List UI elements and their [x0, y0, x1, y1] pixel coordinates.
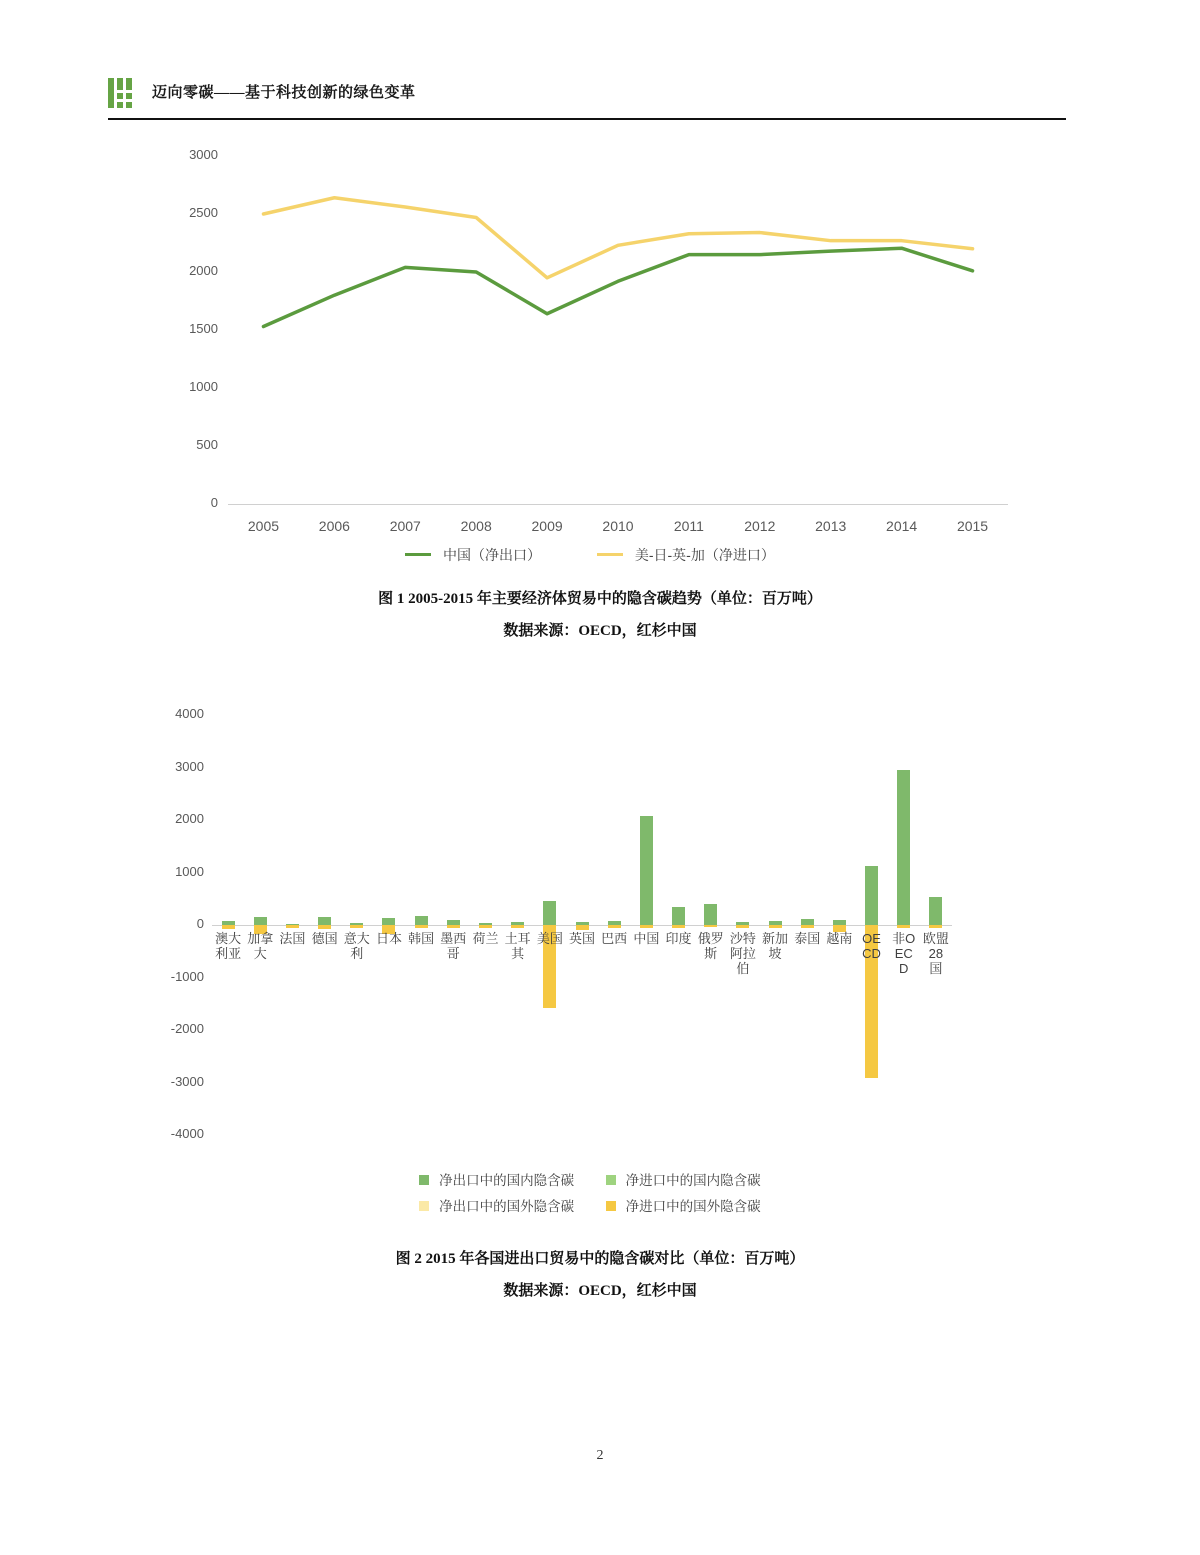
x-axis-category-label: 沙特阿拉伯 [729, 931, 756, 976]
x-axis-category-label: 中国 [633, 931, 660, 946]
x-axis-category-label: 俄罗斯 [697, 931, 724, 961]
x-axis-tick-label: 2013 [815, 518, 847, 534]
bar-segment-export-domestic [672, 907, 685, 925]
bar-segment-export-domestic [415, 916, 428, 925]
x-axis-tick-label: 2005 [247, 518, 280, 534]
x-axis-category-label: 新加坡 [762, 931, 789, 961]
x-axis-category-label: 荷兰 [472, 931, 499, 946]
green-bars-logo-icon [108, 78, 138, 108]
figure1-legend [150, 545, 1030, 565]
bar-segment-export-domestic [318, 917, 331, 925]
legend-item [597, 545, 775, 565]
x-axis-category-label: 美国 [536, 931, 563, 946]
page-header [108, 78, 1066, 128]
x-axis-tick-label: 2010 [602, 518, 634, 534]
legend-swatch [419, 1175, 429, 1185]
x-axis-tick-label: 2008 [460, 518, 492, 534]
bar-segment-export-domestic [865, 866, 878, 925]
x-axis-category-label: 法国 [279, 931, 306, 946]
header-divider [108, 118, 1066, 120]
legend-label: 净出口中的国内隐含碳 [439, 1173, 575, 1188]
bar-segment-export-domestic [897, 770, 910, 925]
header-title: 迈向零碳——基于科技创新的绿色变革 [152, 85, 416, 101]
x-axis-category-label: 泰国 [794, 931, 821, 946]
y-axis-tick-label: 2000 [189, 263, 218, 278]
bar-segment-import-foreign [222, 925, 235, 929]
bar-segment-import-foreign [350, 925, 363, 928]
figure2-legend [150, 1168, 1030, 1220]
bar-segment-import-foreign [672, 925, 685, 928]
x-axis-category-label: 欧盟28国 [922, 931, 949, 976]
x-axis-category-label: 加拿大 [247, 931, 274, 961]
bar-segment-export-domestic [382, 918, 395, 925]
x-axis-tick-label: 2011 [673, 518, 704, 534]
bar-segment-export-domestic [254, 917, 267, 925]
bar-segment-import-foreign [769, 925, 782, 928]
y-axis-tick-label: 2500 [189, 205, 218, 220]
y-axis-tick-label: 0 [210, 495, 218, 510]
x-axis-category-label: 墨西哥 [440, 931, 467, 961]
bar-segment-import-foreign [801, 925, 814, 928]
x-axis-category-label: 澳大利亚 [215, 931, 242, 961]
legend-label: 净出口中的国外隐含碳 [439, 1199, 575, 1214]
x-axis-category-label: 巴西 [601, 931, 628, 946]
bar-segment-import-foreign [608, 925, 621, 928]
x-axis-category-label: 日本 [375, 931, 402, 946]
bar-segment-import-foreign [736, 925, 749, 928]
bar-segment-import-foreign [447, 925, 460, 928]
legend-swatch [606, 1201, 616, 1211]
figure1-plot-area [189, 147, 1008, 534]
x-axis-category-label: 德国 [311, 931, 338, 946]
figure1-caption-line2: 数据来源：OECD，红杉中国 [503, 623, 697, 639]
bar-segment-import-foreign [704, 925, 717, 927]
figure2-caption-line2: 数据来源：OECD，红杉中国 [503, 1283, 697, 1299]
x-axis-category-label: OECD [862, 931, 881, 961]
x-axis-category-label: 印度 [665, 931, 692, 946]
figure1-series-lines [228, 156, 1008, 506]
y-axis-tick-label: 1000 [175, 863, 204, 879]
bar-segment-import-foreign [897, 925, 910, 928]
bar-segment-export-domestic [929, 897, 942, 925]
legend-label: 美-日-英-加（净进口） [634, 547, 775, 563]
bar-segment-import-foreign [929, 925, 942, 928]
x-axis-category-label: 越南 [826, 931, 853, 946]
bar-segment-import-foreign [576, 925, 589, 930]
figure1-caption-line1: 图 1 2005-2015 年主要经济体贸易中的隐含碳趋势（单位：百万吨） [378, 591, 822, 607]
y-axis-tick-label: 3000 [189, 147, 218, 162]
x-axis-category-label: 意大利 [343, 931, 370, 961]
x-axis-tick-label: 2007 [389, 518, 421, 534]
bar-segment-import-foreign [318, 925, 331, 929]
legend-swatch [606, 1175, 616, 1185]
x-axis-tick-label: 2015 [956, 518, 989, 534]
bar-segment-import-foreign [511, 925, 524, 928]
figure2-plot-area [170, 706, 952, 1141]
legend-item [606, 1194, 761, 1220]
legend-swatch [597, 553, 623, 556]
legend-item [606, 1168, 761, 1194]
x-axis-category-label: 英国 [569, 931, 596, 946]
legend-item [419, 1194, 574, 1220]
y-axis-tick-label: 4000 [175, 706, 204, 721]
page-number: 2 [596, 1448, 604, 1463]
figure2-caption-line1: 图 2 2015 年各国进出口贸易中的隐含碳对比（单位：百万吨） [395, 1251, 805, 1267]
x-axis-tick-label: 2009 [531, 518, 563, 534]
figure2-bar-chart [150, 705, 1030, 1165]
legend-label: 中国（净出口） [443, 547, 542, 563]
y-axis-tick-label: -3000 [170, 1073, 204, 1089]
bar-segment-import-foreign [286, 925, 299, 928]
y-axis-tick-label: 500 [196, 437, 218, 452]
legend-label: 净进口中的国内隐含碳 [625, 1173, 761, 1188]
y-axis-tick-label: -2000 [170, 1021, 204, 1036]
legend-item [419, 1168, 574, 1194]
y-axis-tick-label: -4000 [170, 1126, 204, 1141]
x-axis-category-label: 土耳其 [504, 931, 531, 961]
x-axis-tick-label: 2014 [886, 518, 918, 534]
y-axis-tick-label: 2000 [175, 811, 204, 826]
x-axis-category-label: 非OECD [892, 931, 916, 976]
bar-segment-import-foreign [640, 925, 653, 928]
legend-label: 净进口中的国外隐含碳 [625, 1199, 761, 1214]
bar-segment-export-domestic [640, 816, 653, 925]
x-axis-tick-label: 2006 [318, 518, 350, 534]
y-axis-tick-label: 1000 [189, 379, 218, 394]
y-axis-tick-label: 1500 [189, 321, 218, 336]
x-axis-category-label: 韩国 [408, 931, 435, 946]
y-axis-tick-label: -1000 [170, 968, 204, 984]
bar-segment-export-domestic [704, 904, 717, 925]
figure1-line-chart [150, 148, 1030, 568]
y-axis-tick-label: 3000 [175, 758, 204, 774]
bar-segment-export-domestic [543, 901, 556, 925]
legend-swatch [405, 553, 431, 556]
y-axis-tick-label: 0 [196, 916, 204, 931]
x-axis-tick-label: 2012 [744, 518, 776, 534]
bar-segment-import-foreign [415, 925, 428, 928]
legend-swatch [419, 1201, 429, 1211]
legend-item [405, 545, 541, 565]
bar-segment-import-foreign [479, 925, 492, 928]
